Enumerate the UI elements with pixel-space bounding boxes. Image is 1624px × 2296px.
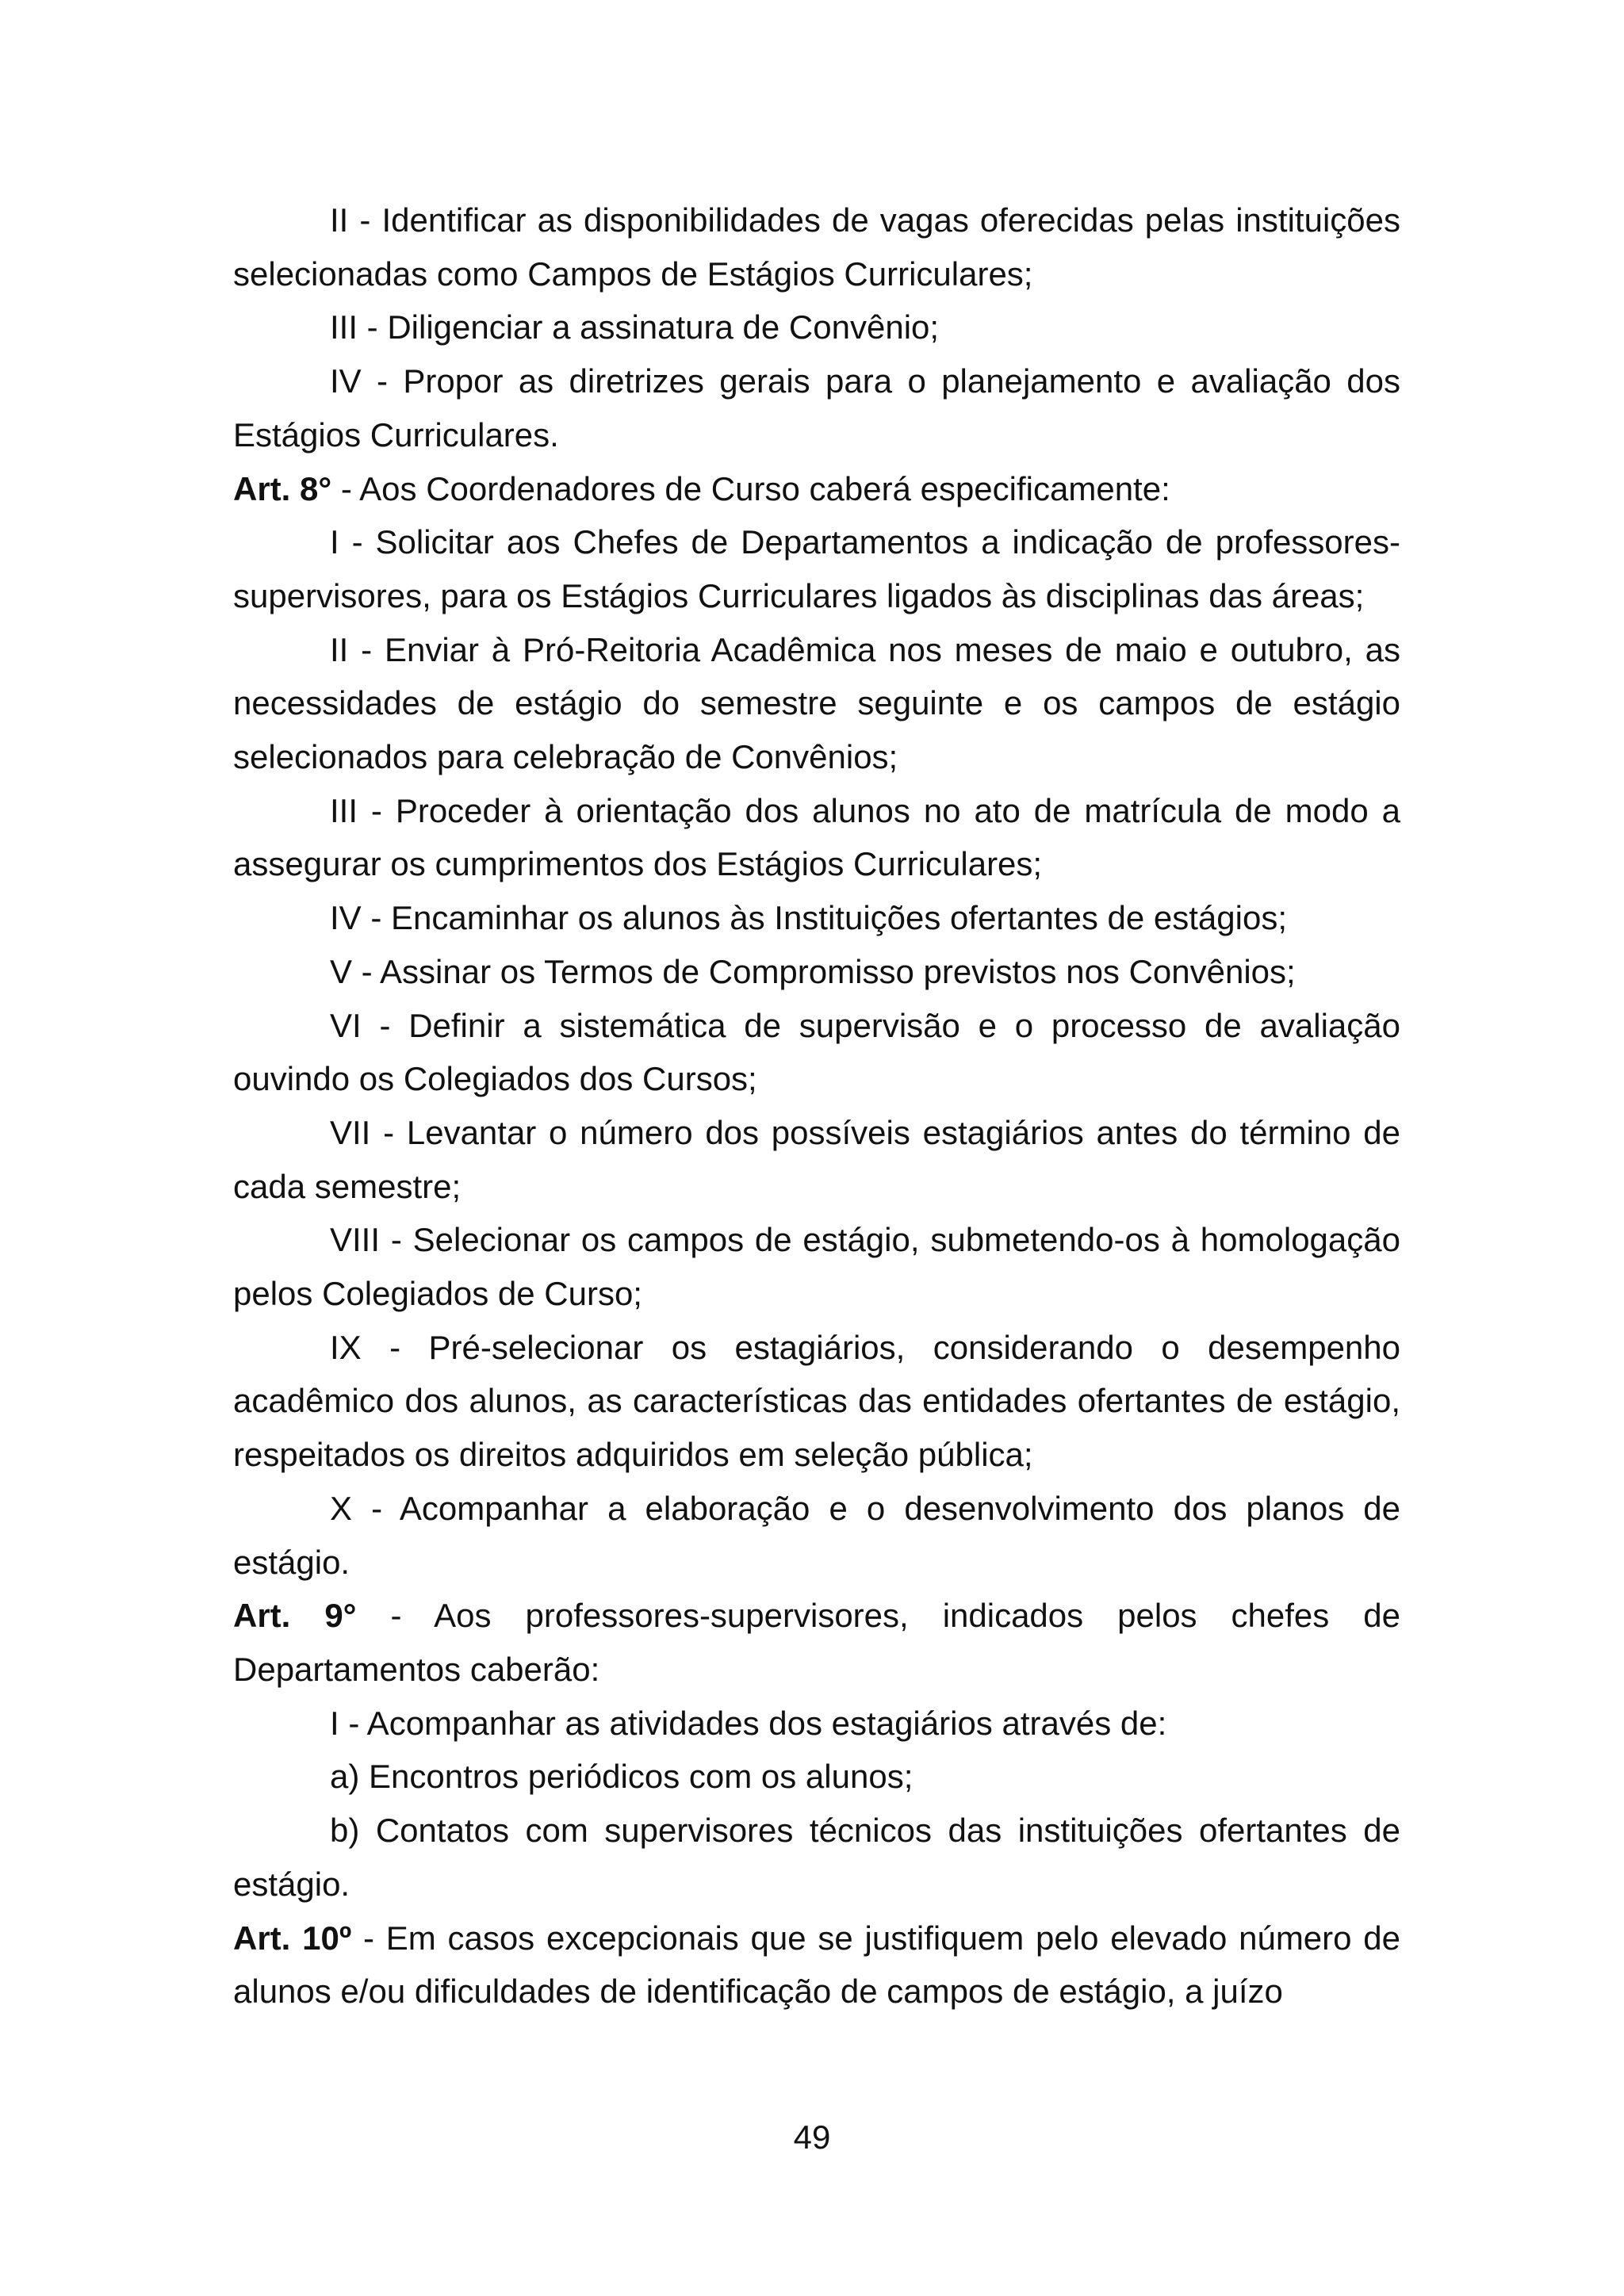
clause-paragraph: VIII - Selecionar os campos de estágio, submetendo-os à homologação pelos Colegiados de Curso;: [233, 1221, 1400, 1313]
page-number: 49: [793, 2118, 831, 2156]
clause-paragraph: III - Proceder à orientação dos alunos no ato de matrícula de modo a assegurar os cumprimentos dos Estágios Curriculares;: [233, 791, 1400, 883]
article-number: Art. 9°: [233, 1597, 357, 1635]
clause-paragraph: I - Acompanhar as atividades dos estagiários através de:: [330, 1704, 1167, 1742]
clause-paragraph: a) Encontros periódicos com os alunos;: [330, 1758, 914, 1796]
clause-paragraph: II - Enviar à Pró-Reitoria Acadêmica nos meses de maio e outubro, as necessidades de estágio do semestre seguinte e os campos de estágio selecionados para celebração de Convênios;: [233, 630, 1400, 776]
clause-paragraph: X - Acompanhar a elaboração e o desenvolvimento dos planos de estágio.: [233, 1489, 1400, 1581]
document-body: [233, 193, 1400, 2019]
article-text: - Em casos excepcionais que se justifiquem pelo elevado número de alunos e/ou dificuldades de identificação de campos de estágio, a juízo: [233, 1919, 1400, 2011]
clause-paragraph: b) Contatos com supervisores técnicos das instituições ofertantes de estágio.: [233, 1812, 1400, 1903]
clause-paragraph: III - Diligenciar a assinatura de Convênio;: [330, 308, 940, 346]
clause-paragraph: I - Solicitar aos Chefes de Departamentos a indicação de professores-supervisores, para os Estágios Curriculares ligados às disciplinas das áreas;: [233, 523, 1400, 614]
clause-paragraph: VII - Levantar o número dos possíveis estagiários antes do término de cada semestre;: [233, 1113, 1400, 1205]
article-paragraph: [233, 1589, 1400, 1696]
article-paragraph: [233, 462, 1400, 516]
clause-paragraph: VI - Definir a sistemática de supervisão e o processo de avaliação ouvindo os Colegiados dos Cursos;: [233, 1006, 1400, 1098]
article-text: - Aos professores-supervisores, indicados pelos chefes de Departamentos caberão:: [233, 1597, 1400, 1688]
article-number: Art. 8°: [233, 469, 332, 507]
clause-paragraph: II - Identificar as disponibilidades de vagas oferecidas pelas instituições selecionadas como Campos de Estágios Curriculares;: [233, 201, 1400, 293]
clause-paragraph: IV - Propor as diretrizes gerais para o planejamento e avaliação dos Estágios Curriculares.: [233, 362, 1400, 453]
clause-paragraph: V - Assinar os Termos de Compromisso previstos nos Convênios;: [330, 952, 1296, 990]
article-number: Art. 10º: [233, 1919, 352, 1957]
clause-paragraph: IX - Pré-selecionar os estagiários, considerando o desempenho acadêmico dos alunos, as características das entidades ofertantes de estágio, respeitados os direitos adquiridos em seleção pública;: [233, 1328, 1400, 1474]
clause-paragraph: IV - Encaminhar os alunos às Instituições ofertantes de estágios;: [330, 899, 1287, 937]
article-paragraph: [233, 1911, 1400, 2019]
article-text: - Aos Coordenadores de Curso caberá especificamente:: [331, 469, 1170, 507]
